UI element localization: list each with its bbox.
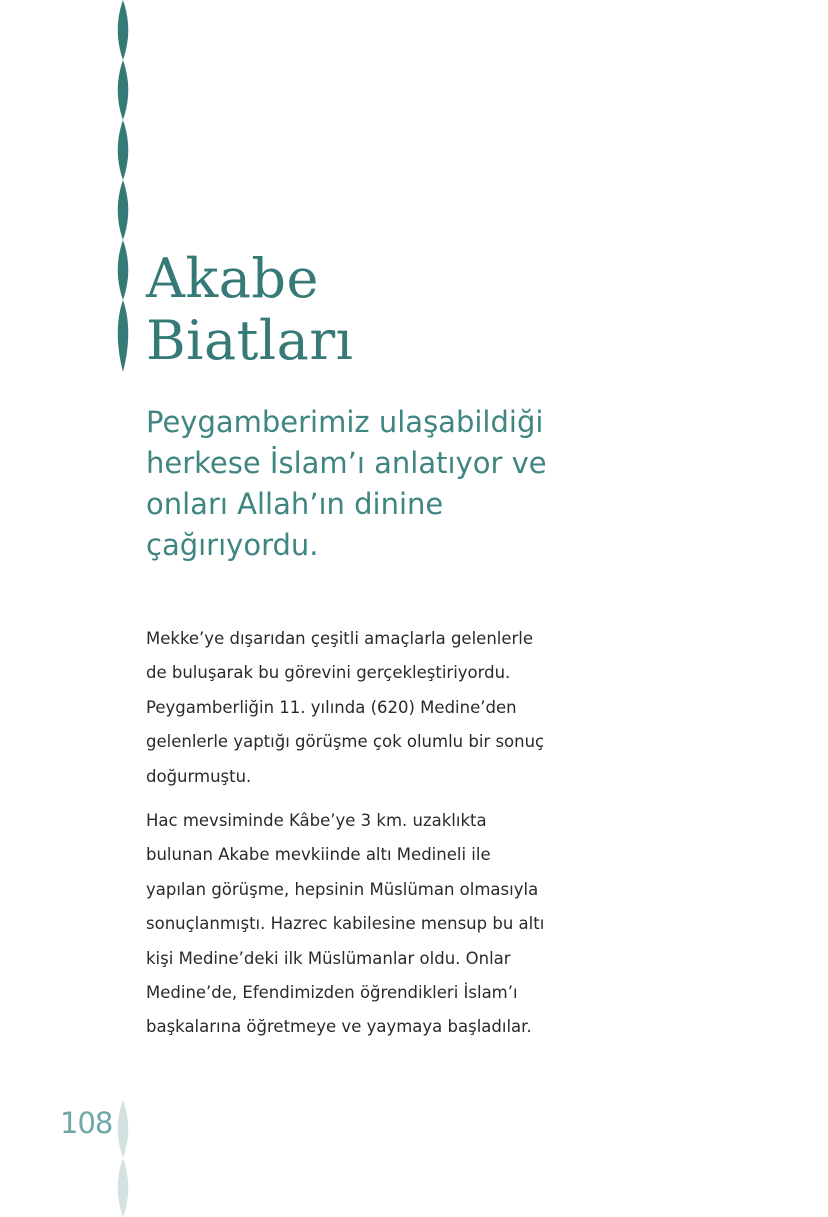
vertical-ornament-top (108, 0, 138, 372)
title-line-1: Akabe (146, 247, 319, 310)
page-title (146, 248, 353, 372)
body-paragraph-1: Mekke’ye dışarıdan çeşitli amaçlarla gelenlerle de buluşarak bu görevini gerçekleştiriyordu. Peygamberliğin 11. yılında (620) Medine’den gelenlerle yaptığı görüşme çok olumlu bir sonuç doğurmuştu. (146, 629, 545, 786)
lead-paragraph: Peygamberimiz ulaşabildiği herkese İslam’ı anlatıyor ve onları Allah’ın dinine çağırıyordu. (146, 405, 547, 562)
body-paragraph-2: Hac mevsiminde Kâbe’ye 3 km. uzaklıkta bulunan Akabe mevkiinde altı Medineli ile yapılan görüşme, hepsinin Müslüman olmasıyla sonuçlanmıştı. Hazrec kabilesine mensup bu altı kişi Medine’deki ilk Müslümanlar oldu. Onlar Medine’de, Efendimizden öğrendikleri İslam’ı başkalarına öğretmeye ve yaymaya başladılar. (146, 811, 545, 1037)
vertical-ornament-bottom (108, 1100, 138, 1217)
page-number: 108 (60, 1106, 113, 1140)
title-line-2: Biatları (146, 309, 354, 372)
